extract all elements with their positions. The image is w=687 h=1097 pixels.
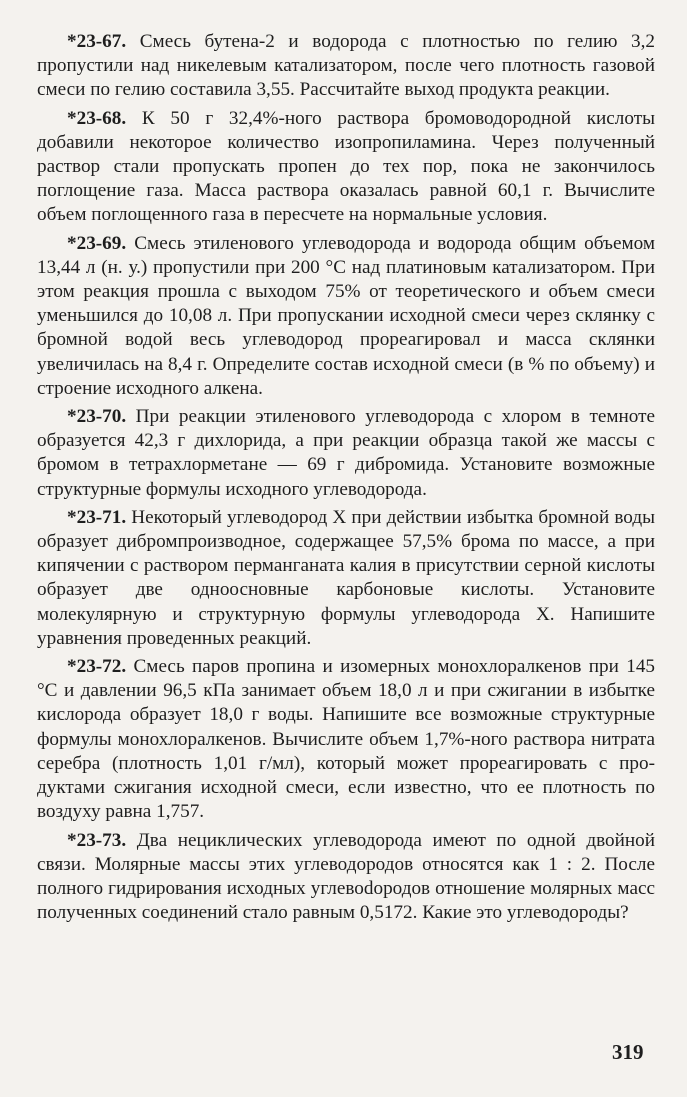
problem-number: *23-72.	[67, 656, 127, 678]
page-number: 319	[612, 1040, 644, 1064]
problem-number: *23-71.	[67, 506, 127, 528]
problem-23-72	[37, 655, 655, 824]
problem-text: При реакции этиленового углеводорода с хлором в темноте образуется 42,3 г дихлорида, а при реакции образца такой же массы с бромом в тетрахлорметане — 69 г дибромида. Установите возможные структурные формулы исходного углеводорода.	[37, 406, 655, 500]
page-content	[37, 30, 655, 929]
problem-23-73	[37, 829, 655, 926]
problem-text: Два нециклических углеводорода имеют по одной двойной связи. Молярные массы этих углеводородов относятся как 1 : 2. После полного гидрирования исходных углевоdородов отношение молярных масс полученных соединений стало равным 0,5172. Какие это углеводороды?	[37, 829, 655, 924]
problem-text: Смесь бутена-2 и водорода с плотностью по гелию 3,2 пропустили над никелевым катализатором, после чего плотность газовой смеси по гелию составила 3,55. Рассчитайте выход продукта реакции.	[37, 31, 656, 101]
problem-23-70	[37, 405, 655, 502]
problem-23-68	[37, 107, 655, 228]
problem-text: Смесь этиленового углеводорода и водорода общим объемом 13,44 л (н. у.) пропустили при 200 °С над платиновым катализатором. При этом реакция прошла с выходом 75% от теоретического и объем смеси уменьшился до 10,08 л. При пропускании исходной смеси через склянку с бромной водой весь углеводород прореагировал и масса склянки увеличилась на 8,4 г. Определите состав исходной смеси (в % по объему) и строение исходного алкена.	[37, 232, 656, 399]
problem-text: Смесь паров пропина и изомерных монохлоралкенов при 145 °С и давлении 96,5 кПа занимает объем 18,0 л и при сжигании в избытке кислорода образует 18,0 г воды. Напишите все возможные структурные формулы монохлоралкенов. Вычислите объем 1,7%-ного раствора нитрата серебра (плотность 1,01 г/мл), который может прореагировать с продуктами сжигания исходной смеси, если известно, что ее плотность по воздуху равна 1,757.	[37, 656, 656, 823]
problem-23-69	[37, 232, 655, 401]
problem-text: Некоторый углеводород X при действии избытка бромной воды образует дибромпроизводное, содержащее 57,5% брома по массе, а при кипячении с раствором перманганата калия в присутствии серной кислоты образует две одноосновные карбоновые кислоты. Установите молекулярную и структурную формулы углеводорода X. Напишите уравнения проведенных реакций.	[37, 506, 656, 649]
problem-23-71	[37, 506, 655, 651]
problem-number: *23-70.	[67, 406, 127, 428]
problem-number: *23-68.	[67, 107, 127, 129]
problem-text: К 50 г 32,4%-ного раствора бромоводородной кислоты добавили некоторое количество изопропиламина. Через полученный раствор стали пропускать пропен до тех пор, пока не закончилось поглощение газа. Масса раствора оказалась равной 60,1 г. Вычислите объем поглощенного газа в пересчете на нормальные условия.	[37, 107, 655, 226]
problem-number: *23-67.	[67, 31, 127, 52]
problem-number: *23-73.	[67, 829, 127, 851]
problem-number: *23-69.	[67, 232, 127, 254]
problem-23-67	[37, 30, 655, 103]
